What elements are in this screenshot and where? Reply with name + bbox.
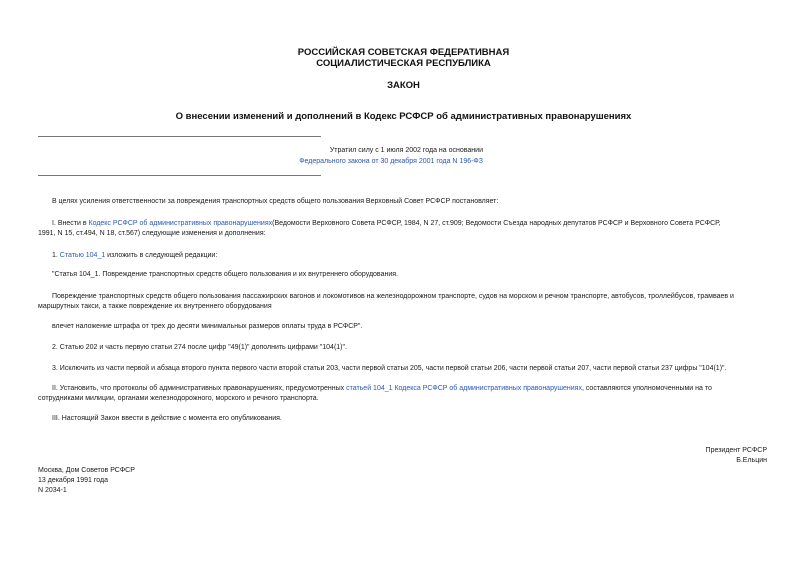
article-104-1-code-link[interactable]: статьей 104_1 Кодекса РСФСР об административных правонарушениях — [346, 385, 582, 392]
section-2-line2: сотрудниками милиции, органами железнодорожного, морского и речного транспорта. — [38, 395, 319, 402]
state-name-line2: СОЦИАЛИСТИЧЕСКАЯ РЕСПУБЛИКА — [316, 58, 491, 69]
item-1-paragraph — [38, 251, 784, 261]
separator-top — [38, 136, 321, 137]
preamble-paragraph: В целях усиления ответственности за повреждения транспортных средств общего пользования Верховный Совет РСФСР постановляет: — [52, 198, 499, 205]
section-1-text: (Ведомости Верховного Совета РСФСР, 1984, N 27, ст.909; Ведомости Съезда народных депутатов РСФСР и Верховного Совета РСФСР, — [272, 220, 721, 227]
item-1-text: изложить в следующей редакции: — [105, 252, 218, 259]
quoted-article-title: "Статья 104_1. Повреждение транспортных средств общего пользования и их внутреннего оборудования. — [52, 271, 398, 278]
lost-force-note: Утратил силу с 1 июля 2002 года на основании — [329, 147, 483, 154]
section-3-paragraph: III. Настоящий Закон ввести в действие с момента его опубликования. — [52, 415, 282, 422]
item-2-paragraph: 2. Статью 202 и часть первую статьи 274 после цифр "49(1)" дополнить цифрами "104(1)". — [52, 344, 347, 351]
law-number: N 2034-1 — [38, 487, 67, 494]
section-2-paragraph — [38, 384, 784, 394]
section-1-prefix: I. Внести в — [52, 220, 89, 227]
lost-force-basis — [38, 157, 483, 167]
quoted-article-line2: маршрутных такси, а также повреждение их внутреннего оборудования — [38, 303, 272, 310]
item-1-prefix: 1. — [52, 252, 60, 259]
document-title: О внесении изменений и дополнений в Кодекс РСФСР об административных правонарушениях — [175, 111, 632, 122]
section-2-prefix: II. Установить, что протоколы об административных правонарушениях, предусмотренных — [52, 385, 347, 392]
section-1-line2: 1991, N 15, ст.494, N 18, ст.567) следующие изменения и дополнения: — [38, 230, 266, 237]
signing-date: 13 декабря 1991 года — [38, 477, 109, 484]
separator-bottom — [38, 175, 321, 176]
section-1-paragraph — [38, 219, 784, 229]
quoted-article-line1: Повреждение транспортных средств общего пользования пассажирских вагонов и локомотивов на железнодорожном транспорте, судов на морском и речном транспорте, автобусов, троллейбусов, трамваев и — [52, 293, 734, 300]
code-link[interactable]: Кодекс РСФСР об административных правонарушениях — [88, 220, 273, 227]
state-name-line1: РОССИЙСКАЯ СОВЕТСКАЯ ФЕДЕРАТИВНАЯ — [297, 47, 510, 58]
federal-law-link[interactable]: Федерального закона от 30 декабря 2001 года N 196-ФЗ — [299, 158, 483, 165]
article-104-1-link[interactable]: Статью 104_1 — [59, 252, 106, 259]
signatory-name: Б.Ельцин — [736, 457, 767, 464]
quoted-article-line3: влечет наложение штрафа от трех до десяти минимальных размеров оплаты труда в РСФСР". — [52, 323, 363, 330]
signing-place: Москва, Дом Советов РСФСР — [38, 467, 135, 474]
item-3-paragraph: 3. Исключить из части первой и абзаца второго пункта первого части второй статьи 203, части первой статьи 205, части первой статьи 206, части первой статьи 207, части первой статьи 237 цифры "104(1)". — [52, 365, 727, 372]
document-type-label: ЗАКОН — [387, 80, 420, 91]
section-2-text: , составляются уполномоченными на то — [581, 385, 712, 392]
signatory-position: Президент РСФСР — [705, 447, 767, 454]
